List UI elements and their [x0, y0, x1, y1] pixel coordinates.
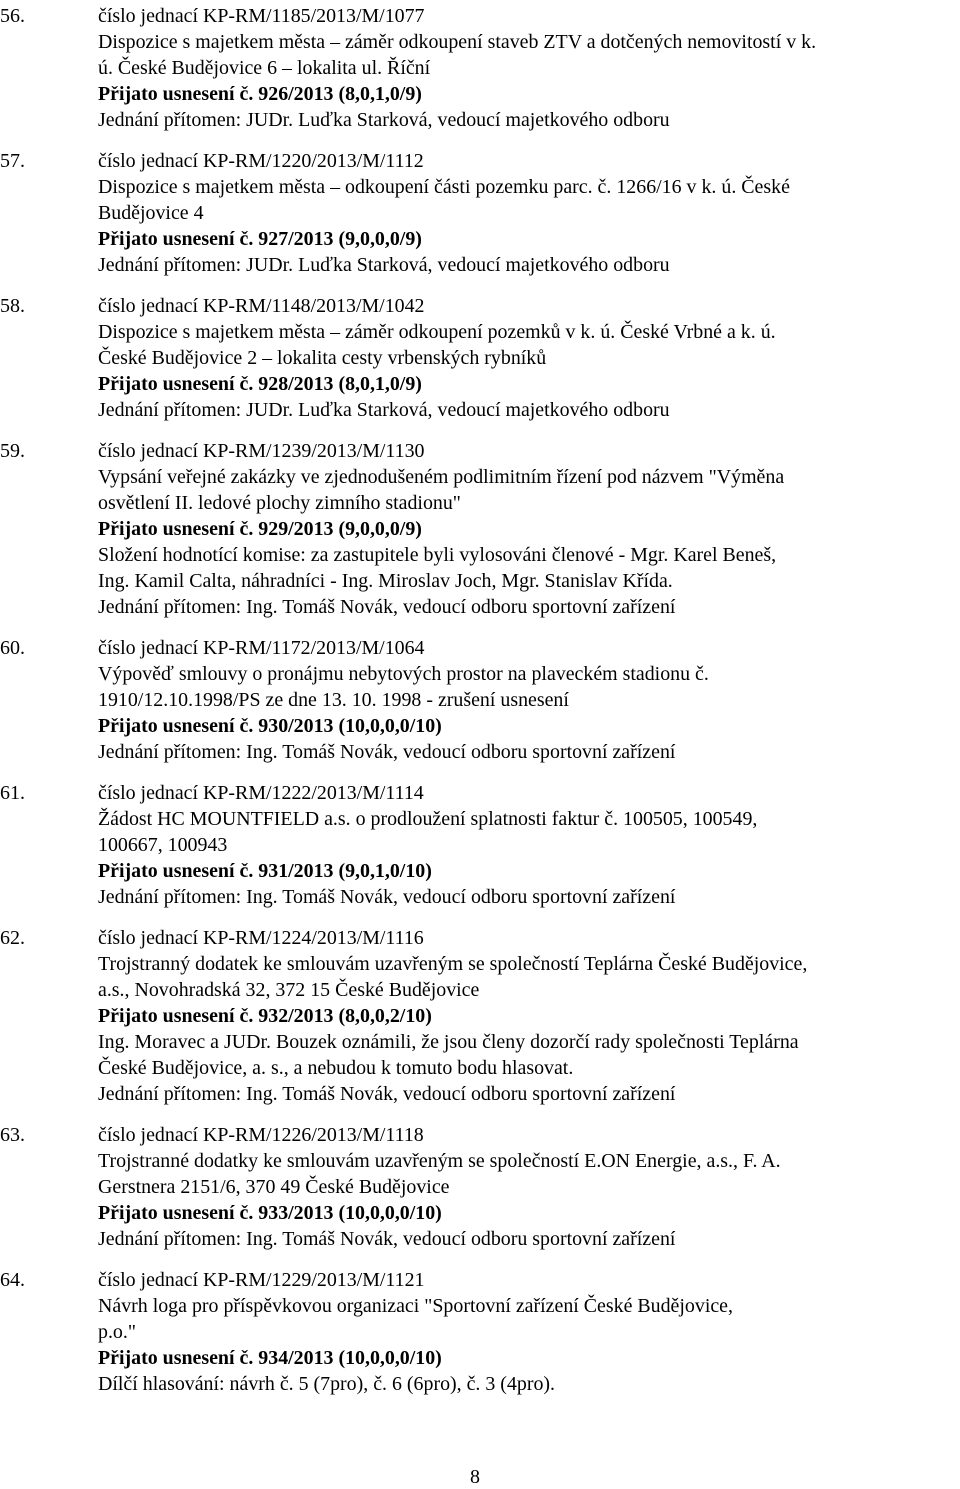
item-text-line: Jednání přítomen: Ing. Tomáš Novák, vedoucí odboru sportovní zařízení: [98, 1083, 676, 1105]
item-text-line: číslo jednací KP-RM/1148/2013/M/1042: [98, 295, 425, 317]
resolution-decision: Přijato usnesení č. 927/2013 (9,0,0,0/9): [98, 228, 422, 250]
item-text-line: Jednání přítomen: Ing. Tomáš Novák, vedoucí odboru sportovní zařízení: [98, 741, 676, 763]
item-text-line: p.o.": [98, 1321, 136, 1343]
page-number: 8: [470, 1466, 480, 1488]
item-text-line: číslo jednací KP-RM/1224/2013/M/1116: [98, 927, 424, 949]
item-number: 61.: [0, 782, 25, 804]
item-text-line: 100667, 100943: [98, 834, 228, 856]
item-number: 57.: [0, 150, 25, 172]
item-text-line: Dispozice s majetkem města – odkoupení části pozemku parc. č. 1266/16 v k. ú. České: [98, 176, 790, 198]
item-text-line: číslo jednací KP-RM/1172/2013/M/1064: [98, 637, 425, 659]
item-text-line: Jednání přítomen: JUDr. Luďka Starková, vedoucí majetkového odboru: [98, 254, 670, 276]
item-text-line: Budějovice 4: [98, 202, 204, 224]
item-text-line: Vypsání veřejné zakázky ve zjednodušeném podlimitním řízení pod názvem "Výměna: [98, 466, 785, 488]
item-text-line: číslo jednací KP-RM/1222/2013/M/1114: [98, 782, 424, 804]
item-text-line: číslo jednací KP-RM/1226/2013/M/1118: [98, 1124, 424, 1146]
item-text-line: Žádost HC MOUNTFIELD a.s. o prodloužení splatnosti faktur č. 100505, 100549,: [98, 808, 758, 830]
resolution-item: [0, 148, 960, 278]
item-text-line: číslo jednací KP-RM/1239/2013/M/1130: [98, 440, 425, 462]
resolution-item: [0, 635, 960, 765]
item-text-line: číslo jednací KP-RM/1185/2013/M/1077: [98, 5, 425, 27]
item-number: 63.: [0, 1124, 25, 1146]
item-text-line: Ing. Kamil Calta, náhradníci - Ing. Miroslav Joch, Mgr. Stanislav Křída.: [98, 570, 673, 592]
resolution-decision: Přijato usnesení č. 928/2013 (8,0,1,0/9): [98, 373, 422, 395]
item-text-line: Jednání přítomen: JUDr. Luďka Starková, vedoucí majetkového odboru: [98, 109, 670, 131]
item-text-line: Návrh loga pro příspěvkovou organizaci "Sportovní zařízení České Budějovice,: [98, 1295, 733, 1317]
item-text-line: Složení hodnotící komise: za zastupitele byli vylosováni členové - Mgr. Karel Beneš,: [98, 544, 777, 566]
item-text-line: Jednání přítomen: Ing. Tomáš Novák, vedoucí odboru sportovní zařízení: [98, 1228, 676, 1250]
item-text-line: ú. České Budějovice 6 – lokalita ul. Říční: [98, 57, 431, 79]
item-text-line: Trojstranný dodatek ke smlouvám uzavřeným se společností Teplárna České Budějovice,: [98, 953, 808, 975]
resolution-item: [0, 293, 960, 423]
item-number: 62.: [0, 927, 25, 949]
item-text-line: číslo jednací KP-RM/1229/2013/M/1121: [98, 1269, 425, 1291]
resolution-item: [0, 925, 960, 1107]
item-text-line: číslo jednací KP-RM/1220/2013/M/1112: [98, 150, 424, 172]
item-text-line: Ing. Moravec a JUDr. Bouzek oznámili, že jsou členy dozorčí rady společnosti Teplárna: [98, 1031, 799, 1053]
item-text-line: osvětlení II. ledové plochy zimního stadionu": [98, 492, 461, 514]
resolution-item: [0, 1122, 960, 1252]
resolution-item: [0, 1267, 960, 1397]
item-number: 56.: [0, 5, 25, 27]
resolution-decision: Přijato usnesení č. 932/2013 (8,0,0,2/10): [98, 1005, 432, 1027]
item-number: 58.: [0, 295, 25, 317]
item-text-line: Dispozice s majetkem města – záměr odkoupení pozemků v k. ú. České Vrbné a k. ú.: [98, 321, 776, 343]
resolution-item: [0, 780, 960, 910]
resolution-item: [0, 438, 960, 620]
item-text-line: Jednání přítomen: Ing. Tomáš Novák, vedoucí odboru sportovní zařízení: [98, 886, 676, 908]
resolution-item: [0, 3, 960, 133]
resolution-decision: Přijato usnesení č. 926/2013 (8,0,1,0/9): [98, 83, 422, 105]
item-text-line: Dílčí hlasování: návrh č. 5 (7pro), č. 6 (6pro), č. 3 (4pro).: [98, 1373, 556, 1395]
item-text-line: Trojstranné dodatky ke smlouvám uzavřeným se společností E.ON Energie, a.s., F. A.: [98, 1150, 781, 1172]
resolution-list: [0, 3, 960, 1412]
item-text-line: České Budějovice 2 – lokalita cesty vrbenských rybníků: [98, 347, 547, 369]
item-number: 64.: [0, 1269, 25, 1291]
item-text-line: Jednání přítomen: JUDr. Luďka Starková, vedoucí majetkového odboru: [98, 399, 670, 421]
resolution-decision: Přijato usnesení č. 934/2013 (10,0,0,0/10): [98, 1347, 442, 1369]
item-text-line: Jednání přítomen: Ing. Tomáš Novák, vedoucí odboru sportovní zařízení: [98, 596, 676, 618]
resolution-decision: Přijato usnesení č. 931/2013 (9,0,1,0/10): [98, 860, 432, 882]
resolution-decision: Přijato usnesení č. 933/2013 (10,0,0,0/10): [98, 1202, 442, 1224]
resolution-decision: Přijato usnesení č. 929/2013 (9,0,0,0/9): [98, 518, 422, 540]
item-text-line: Výpověď smlouvy o pronájmu nebytových prostor na plaveckém stadionu č.: [98, 663, 709, 685]
item-number: 60.: [0, 637, 25, 659]
item-text-line: Gerstnera 2151/6, 370 49 České Budějovice: [98, 1176, 450, 1198]
item-text-line: České Budějovice, a. s., a nebudou k tomuto bodu hlasovat.: [98, 1057, 574, 1079]
item-text-line: a.s., Novohradská 32, 372 15 České Budějovice: [98, 979, 480, 1001]
item-number: 59.: [0, 440, 25, 462]
item-text-line: Dispozice s majetkem města – záměr odkoupení staveb ZTV a dotčených nemovitostí v k.: [98, 31, 817, 53]
item-text-line: 1910/12.10.1998/PS ze dne 13. 10. 1998 - zrušení usnesení: [98, 689, 569, 711]
resolution-decision: Přijato usnesení č. 930/2013 (10,0,0,0/10): [98, 715, 442, 737]
